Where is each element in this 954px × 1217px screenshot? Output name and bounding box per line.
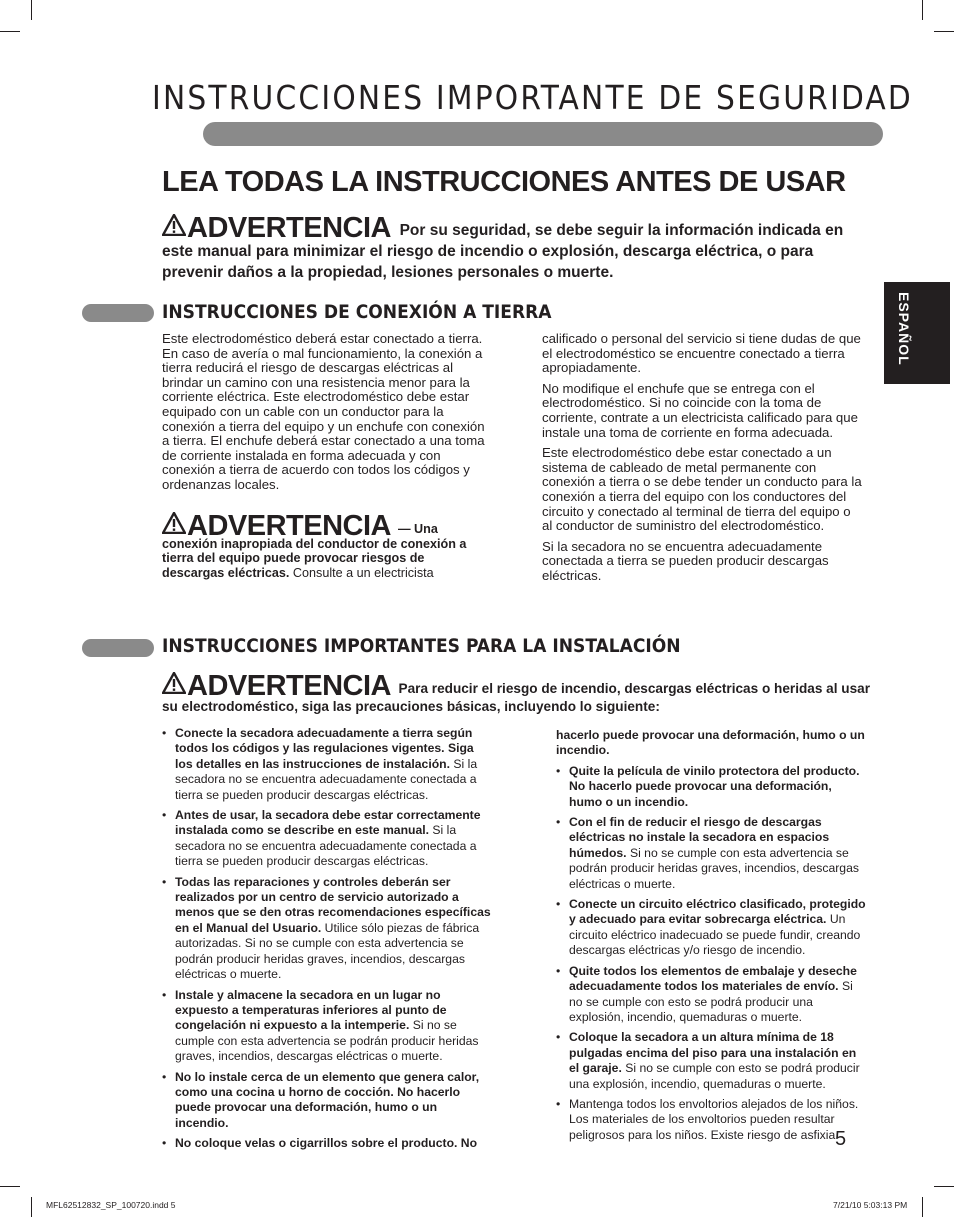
footer-timestamp: 7/21/10 5:03:13 PM (833, 1200, 908, 1210)
crop-mark (0, 1186, 20, 1187)
crop-mark (934, 31, 954, 32)
list-item: • Conecte la secadora adecuadamente a tierra según todos los códigos y las regulaciones vigentes. Siga los detalles en las instrucciones de instalación. Si la secadora no se encuentra adecuadamente conectada a tierra se pueden producir descargas eléctricas. (162, 726, 492, 803)
warning-triangle-icon (162, 672, 186, 694)
installation-warning (162, 672, 872, 716)
list-item: • Instale y almacene la secadora en un lugar no expuesto a temperaturas inferiores al punto de congelación ni expuesto a la intemperie. Si no se cumple con esta advertencia se podrán producir heridas graves, incendios, descargas eléctricas o muerte. (162, 988, 492, 1065)
warning-dash: — Una (397, 522, 438, 536)
safety-warning (162, 214, 872, 283)
crop-mark (31, 0, 32, 20)
list-item: • Antes de usar, la secadora debe estar correctamente instalada como se describe en este manual. Si la secadora no se encuentra adecuadamente conectada a tierra se pueden producir descargas eléctricas. (162, 808, 492, 870)
list-item: • Con el fin de reducir el riesgo de descargas eléctricas no instale la secadora en espacios húmedos. Si no se cumple con esta advertencia se podrán producir heridas graves, incendios, descargas eléctricas o muerte. (556, 815, 866, 892)
list-item: • Quite la película de vinilo protectora del producto. No hacerlo puede provocar una deformación, humo o un incendio. (556, 764, 866, 810)
crop-mark (934, 1186, 954, 1187)
crop-mark (922, 0, 923, 20)
grounding-left-column (162, 332, 488, 499)
list-item: • Quite todos los elementos de embalaje y deseche adecuadamente todos los materiales de envío. Si no se cumple con esto se podrá producir una explosión, incendio, quemaduras o muerte. (556, 964, 866, 1026)
section-heading-grounding: INSTRUCCIONES DE CONEXIÓN A TIERRA (162, 301, 552, 323)
crop-mark (31, 1197, 32, 1217)
warning-bold-text: conexión inapropiada del conductor de conexión a tierra del equipo puede provocar riesgos de descargas eléctricas. (162, 536, 467, 580)
warning-word: ADVERTENCIA (187, 212, 391, 244)
grounding-paragraph: Si la secadora no se encuentra adecuadamente conectada a tierra se pueden producir descargas eléctricas. (542, 538, 829, 583)
page-number: 5 (835, 1128, 847, 1150)
crop-mark (0, 31, 20, 32)
title-underline-bar (203, 122, 883, 146)
warning-plain-text: Consulte a un electricista (289, 565, 434, 580)
section-marker (82, 304, 154, 322)
grounding-paragraph: calificado o personal del servicio si tiene dudas de que el electrodoméstico se encuentre conectado a tierra apropiadamente. (542, 331, 861, 376)
language-tab-label: ESPAÑOL (896, 292, 912, 366)
language-tab (884, 282, 950, 384)
warning-text: Por su seguridad, se debe seguir la información indicada en este manual para minimizar el riesgo de incendio o explosión, descarga eléctrica, o para prevenir daños a la propiedad, lesiones personales o muerte. (162, 222, 844, 281)
warning-word: ADVERTENCIA (187, 510, 391, 542)
grounding-right-column (542, 332, 864, 590)
list-item: • Todas las reparaciones y controles deberán ser realizados por un centro de servicio autorizado a menos que se den otras recomendaciones específicas en el Manual del Usuario. Utilice sólo piezas de fábrica autorizadas. Si no se cumple con esta advertencia se podrán producir heridas graves, incendios, descargas eléctricas o muerte. (162, 875, 492, 983)
warning-word: ADVERTENCIA (187, 670, 391, 702)
installation-right-list (556, 728, 866, 1148)
section-marker (82, 639, 154, 657)
footer-filename: MFL62512832_SP_100720.indd 5 (46, 1200, 176, 1210)
read-all-heading: LEA TODAS LA INSTRUCCIONES ANTES DE USAR (162, 166, 846, 198)
list-item: • Mantenga todos los envoltorios alejados de los niños. Los materiales de los envoltorios pueden resultar peligrosos para los niños. Existe riesgo de asfixia. (556, 1097, 866, 1143)
crop-mark (922, 1197, 923, 1217)
grounding-paragraph: Este electrodoméstico debe estar conectado a un sistema de cableado de metal permanente con conexión a tierra o se debe tender un conducto para la conexión a tierra del equipo con los conductores del circuito y conectado al terminal de tierra del equipo o al conductor de suministro del electrodoméstico. (542, 445, 862, 534)
section-heading-installation: INSTRUCCIONES IMPORTANTES PARA LA INSTALACIÓN (162, 635, 681, 657)
warning-text: Para reducir el riesgo de incendio, descargas eléctricas o heridas al usar su electrodoméstico, siga las precauciones básicas, incluyendo lo siguiente: (162, 681, 870, 714)
grounding-warning (162, 512, 488, 580)
warning-triangle-icon (162, 214, 186, 236)
list-item: • Coloque la secadora a un altura mínima de 18 pulgadas encima del piso para una instalación en el garaje. Si no se cumple con esto se podrá producir una explosión, incendio, quemaduras o muerte. (556, 1030, 866, 1092)
grounding-paragraph: Este electrodoméstico deberá estar conectado a tierra. En caso de avería o mal funcionamiento, la conexión a tierra reducirá el riesgo de descargas eléctricas al brindar un camino con una resistencia menor para la corriente eléctrica. Este electrodoméstico debe estar equipado con un cable con un conductor para la conexión a tierra del equipo y un enchufe con conexión a tierra. El enchufe deberá estar conectado a una toma de corriente instalada en forma adecuada y con conexión a tierra de acuerdo con todos los códigos y ordenanzas locales. (162, 331, 485, 492)
warning-triangle-icon (162, 512, 186, 534)
list-item: • No coloque velas o cigarrillos sobre el producto. No (162, 1136, 492, 1151)
list-item: • No lo instale cerca de un elemento que genera calor, como una cocina u horno de cocción. No hacerlo puede provocar una deformación, humo o un incendio. (162, 1070, 492, 1132)
grounding-paragraph: No modifique el enchufe que se entrega con el electrodoméstico. Si no coincide con la toma de corriente, contrate a un electricista calificado para que instale una toma de corriente en forma adecuada. (542, 380, 858, 440)
installation-left-list (162, 726, 492, 1157)
list-item-continuation: hacerlo puede provocar una deformación, humo o un incendio. (556, 728, 865, 758)
list-item: • Conecte un circuito eléctrico clasificado, protegido y adecuado para evitar sobrecarga eléctrica. Un circuito eléctrico inadecuado se puede fundir, creando descargas eléctricas y/o riesgo de incendio. (556, 897, 866, 959)
page-title: INSTRUCCIONES IMPORTANTE DE SEGURIDAD (152, 78, 913, 117)
